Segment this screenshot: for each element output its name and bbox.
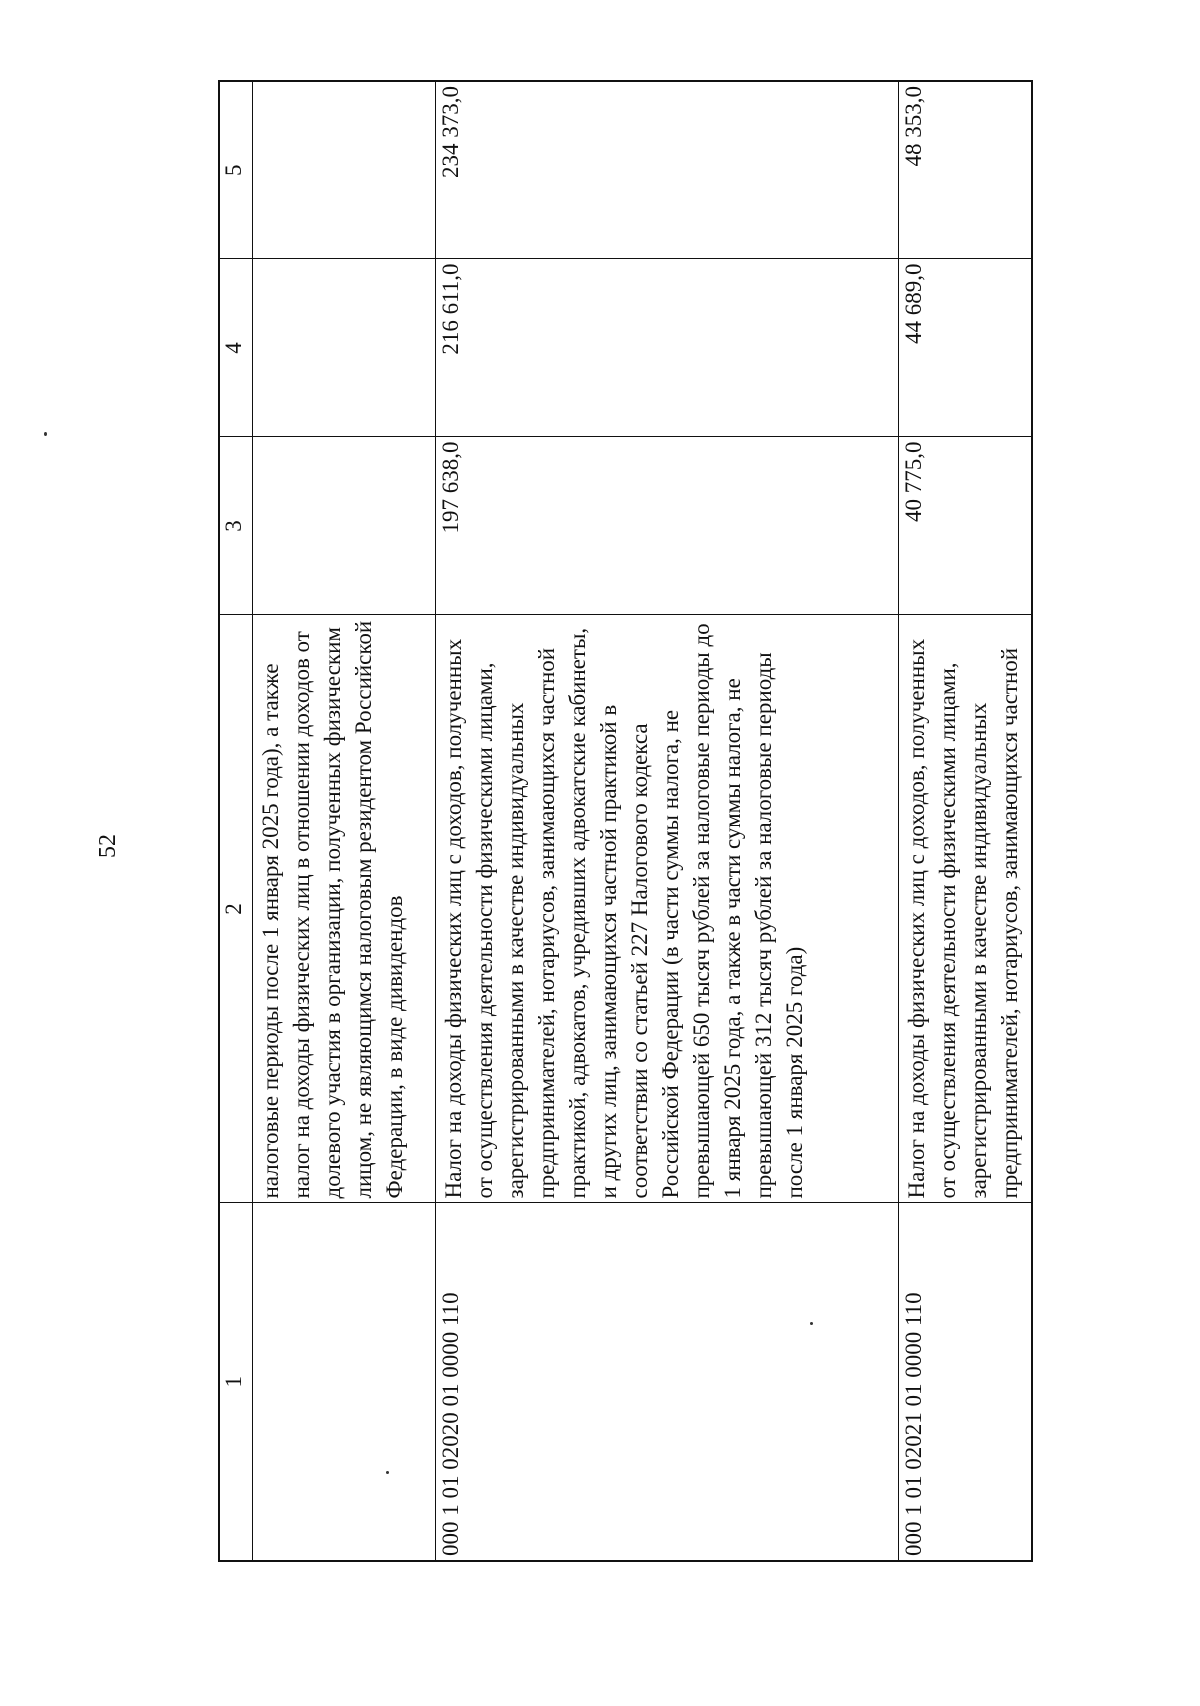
budget-code-cell: 000 1 01 02020 01 0000 110 — [436, 1203, 899, 1561]
budget-code-cell: 000 1 01 02021 01 0000 110 — [899, 1203, 1033, 1561]
table-row — [436, 81, 899, 1561]
description-cell: Налог на доходы физических лиц с доходов, полученных от осуществления деятельности физическими лицами, зарегистрированными в качестве индивидуальных предпринимателей, нотариусов, занимающихся частной — [899, 615, 1033, 1203]
revenue-table — [218, 80, 1033, 1562]
table-row — [899, 81, 1033, 1561]
value-cell-col5: 234 373,0 — [436, 81, 899, 259]
value-cell-col4: 44 689,0 — [899, 259, 1033, 437]
page-number: 52 — [95, 834, 121, 858]
value-cell-col5: 48 353,0 — [899, 81, 1033, 259]
budget-code-cell — [253, 1203, 436, 1561]
column-header: 2 — [219, 615, 253, 1203]
scan-speck — [44, 432, 47, 436]
value-cell-col3 — [253, 437, 436, 615]
table-row — [253, 81, 436, 1561]
revenue-table-rotated — [218, 82, 1022, 1562]
value-cell-col5 — [253, 81, 436, 259]
column-header: 3 — [219, 437, 253, 615]
value-cell-col3: 197 638,0 — [436, 437, 899, 615]
table-header-row — [219, 81, 253, 1561]
column-header: 1 — [219, 1203, 253, 1561]
description-cell: Налог на доходы физических лиц с доходов, полученных от осуществления деятельности физическими лицами, зарегистрированными в качестве индивидуальных предпринимателей, нотариусов, занимающихся частной практикой, адвокатов, учредивших адвокатские кабинеты, и других лиц, занимающихся частной практикой в соответствии со статьей 227 Налогового кодекса Российской Федерации (в части суммы налога, не превышающей 650 тысяч рублей за налоговые периоды до 1 января 2025 года, а также в части суммы налога, не превышающей 312 тысяч рублей за налоговые периоды после 1 января 2025 года) — [436, 615, 899, 1203]
column-header: 4 — [219, 259, 253, 437]
value-cell-col3: 40 775,0 — [899, 437, 1033, 615]
value-cell-col4 — [253, 259, 436, 437]
column-header: 5 — [219, 81, 253, 259]
description-cell: налоговые периоды после 1 января 2025 года), а также налог на доходы физических лиц в отношении доходов от долевого участия в организации, полученных физическим лицом, не являющимся налоговым резидентом Российской Федерации, в виде дивидендов — [253, 615, 436, 1203]
value-cell-col4: 216 611,0 — [436, 259, 899, 437]
